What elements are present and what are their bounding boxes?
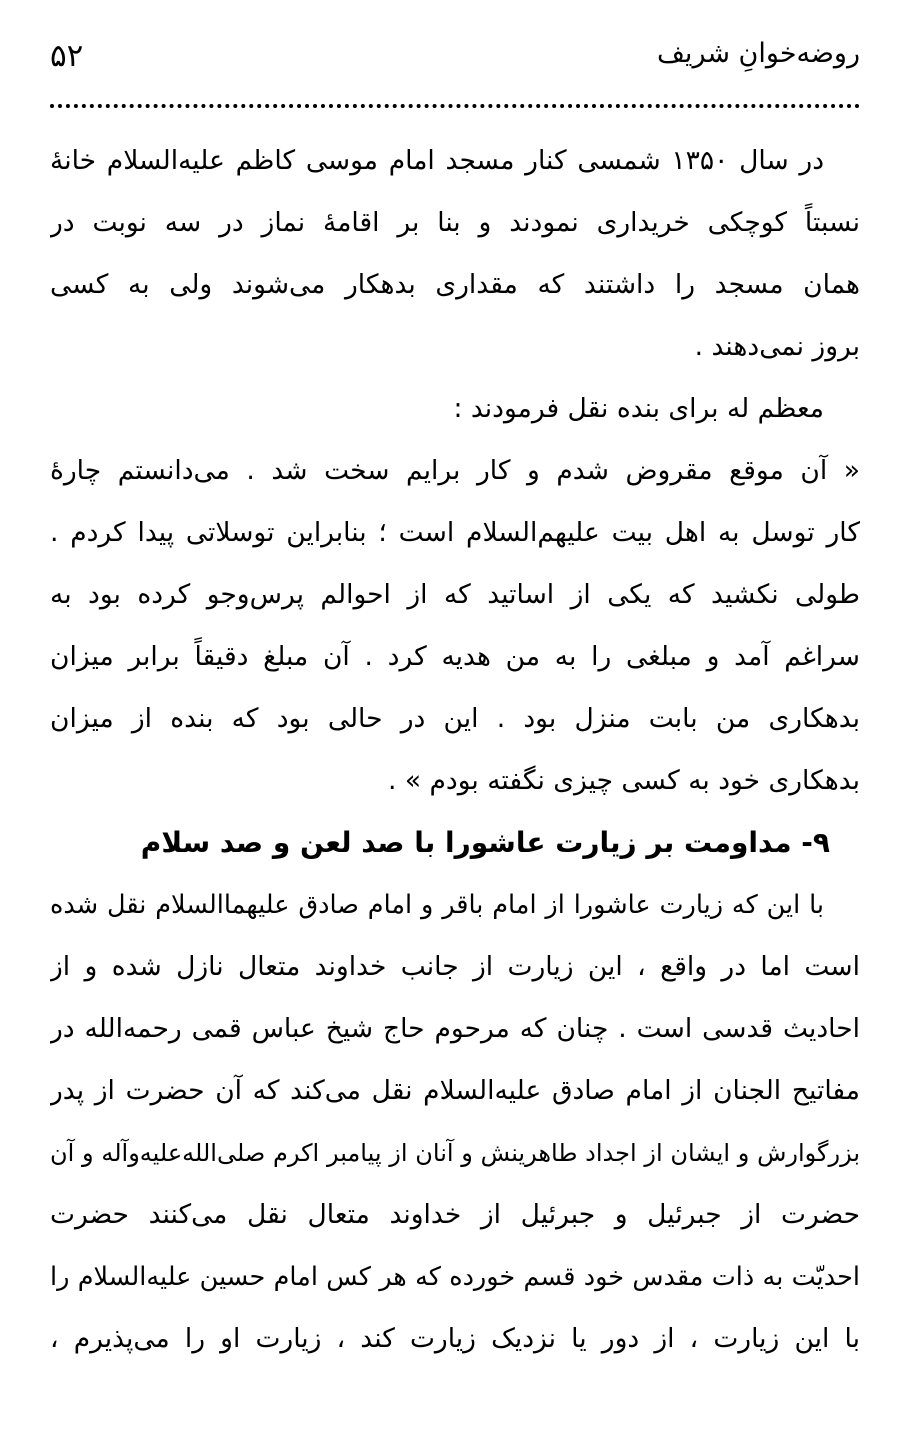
body-line: مفاتیح الجنان از امام صادق علیه‌السلام نقل می‌کند که آن حضرت از پدر (50, 1075, 860, 1106)
running-title: روضه‌خوانِ شریف (656, 38, 860, 69)
section-heading: ۹- مداومت بر زیارت عاشورا با صد لعن و صد سلام (140, 826, 830, 859)
page-header (50, 30, 860, 92)
body-line: احادیث قدسی است . چنان که مرحوم حاج شیخ عباس قمی رحمه‌الله در (50, 1013, 860, 1044)
body-line: معظم له برای بنده نقل فرمودند : (453, 393, 824, 424)
body-line: با این زیارت ، از دور یا نزدیک زیارت کند ، زیارت او را می‌پذیرم ، (50, 1323, 860, 1354)
page-body (50, 130, 860, 1370)
quote-line: سراغم آمد و مبلغی را به من هدیه کرد . آن مبلغ دقیقاً برابر میزان (50, 641, 860, 672)
quote-line: کار توسل به اهل بیت علیهم‌السلام است ؛ بنابراین توسلاتی پیدا کردم . (50, 517, 860, 548)
body-line: در سال ۱۳۵۰ شمسی کنار مسجد امام موسی کاظم علیه‌السلام خانهٔ (50, 145, 825, 176)
page-number: ۵۲ (50, 38, 84, 74)
book-page (50, 30, 860, 1420)
body-line: بزرگوارش و ایشان از اجداد طاهرینش و آنان از پیامبر اکرم صلی‌الله‌علیه‌وآله و آن (50, 1139, 860, 1167)
quote-line: بدهکاری خود به کسی چیزی نگفته بودم » . (388, 765, 860, 796)
quote-line: بدهکاری من بابت منزل بود . این در حالی بود که بنده از میزان (50, 703, 860, 734)
body-line: همان مسجد را داشتند که مقداری بدهکار می‌شوند ولی به کسی (50, 269, 860, 300)
header-divider (50, 104, 860, 108)
body-line: احدیّت به ذات مقدس خود قسم خورده که هر کس امام حسین علیه‌السلام را (50, 1262, 860, 1292)
body-line: نسبتاً کوچکی خریداری نمودند و بنا بر اقامهٔ نماز در سه نوبت در (50, 207, 860, 238)
quote-line: « آن موقع مقروض شدم و کار برایم سخت شد . می‌دانستم چارهٔ (50, 455, 860, 486)
body-line: حضرت از جبرئیل و جبرئیل از خداوند متعال نقل می‌کنند حضرت (50, 1199, 860, 1230)
body-line: بروز نمی‌دهند . (694, 331, 860, 362)
body-line: است اما در واقع ، این زیارت از جانب خداوند متعال نازل شده و از (50, 951, 860, 982)
body-line: با این که زیارت عاشورا از امام باقر و امام صادق علیهماالسلام نقل شده (50, 890, 824, 920)
quote-line: طولی نکشید که یکی از اساتید که از احوالم پرس‌وجو کرده بود به (50, 579, 860, 610)
